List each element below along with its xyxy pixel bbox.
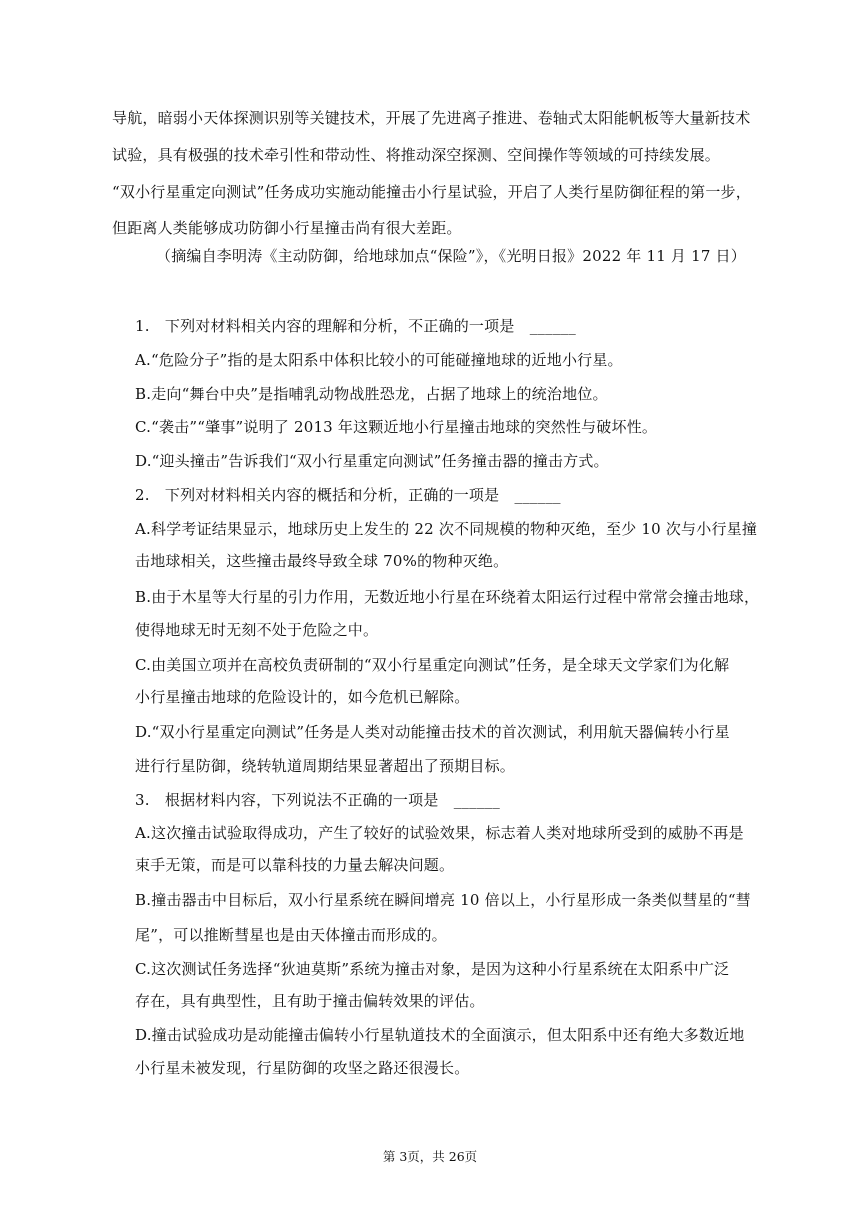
passage-source: （摘编自李明涛《主动防御，给地球加点“保险”》，《光明日报》2022 年 11 月 17 日） [156, 247, 746, 265]
passage-line: “双小行星重定向测试”任务成功实施动能撞击小行星试验，开启了人类行星防御征程的第一步， [112, 183, 751, 201]
option-text: B.由于木星等大行星的引力作用，无数近地小行星在环绕着太阳运行过程中常常会撞击地球， [135, 588, 760, 606]
passage-line: 但距离人类能够成功防御小行星撞击尚有很大差距。 [112, 219, 462, 237]
option-text: D.“迎头撞击”告诉我们“双小行星重定向测试”任务撞击器的撞击方式。 [135, 452, 609, 470]
question-stem: 1. 下列对材料相关内容的理解和分析，不正确的一项是 ______ [135, 317, 576, 335]
option-text: 尾”，可以推断彗星也是由天体撞击而形成的。 [135, 926, 447, 944]
option-text: 使得地球无时无刻不处于危险之中。 [135, 621, 379, 639]
option-text: A.“危险分子”指的是太阳系中体积比较小的可能碰撞地球的近地小行星。 [135, 351, 623, 369]
question-stem: 2. 下列对材料相关内容的概括和分析，正确的一项是 ______ [135, 486, 561, 504]
option-text: D.“双小行星重定向测试”任务是人类对动能撞击技术的首次测试，利用航天器偏转小行星 [135, 723, 730, 741]
option-text: C.由美国立项并在高校负责研制的“双小行星重定向测试”任务，是全球天文学家们为化解 [135, 656, 730, 674]
option-text: 击地球相关，这些撞击最终导致全球 70%的物种灭绝。 [135, 552, 509, 570]
option-text: B.撞击器击中目标后，双小行星系统在瞬间增亮 10 倍以上，小行星形成一条类似彗星的“彗 [135, 891, 751, 909]
option-text: A.科学考证结果显示，地球历史上发生的 22 次不同规模的物种灭绝，至少 10 次与小行星撞 [135, 520, 758, 538]
option-text: 小行星撞击地球的危险设计的，如今危机已解除。 [135, 688, 470, 706]
option-text: 存在，具有典型性，且有助于撞击偏转效果的评估。 [135, 992, 485, 1010]
option-text: 束手无策，而是可以靠科技的力量去解决问题。 [135, 856, 455, 874]
option-text: 进行行星防御，绕转轨道周期结果显著超出了预期目标。 [135, 757, 516, 775]
option-text: 小行星未被发现，行星防御的攻坚之路还很漫长。 [135, 1059, 470, 1077]
option-text: C.这次测试任务选择“狄迪莫斯”系统为撞击对象，是因为这种小行星系统在太阳系中广泛 [135, 960, 730, 978]
option-text: C.“袭击”“肇事”说明了 2013 年这颗近地小行星撞击地球的突然性与破坏性。 [135, 418, 658, 436]
question-stem: 3. 根据材料内容，下列说法不正确的一项是 ______ [135, 791, 500, 809]
option-text: A.这次撞击试验取得成功，产生了较好的试验效果，标志着人类对地球所受到的威胁不再是 [135, 824, 744, 842]
passage-line: 导航，暗弱小天体探测识别等关键技术，开展了先进离子推进、卷轴式太阳能帆板等大量新技术 [112, 109, 751, 127]
option-text: D.撞击试验成功是动能撞击偏转小行星轨道技术的全面演示，但太阳系中还有绝大多数近地 [135, 1026, 745, 1044]
passage-line: 试验，具有极强的技术牵引性和带动性、将推动深空探测、空间操作等领域的可持续发展。 [112, 146, 721, 164]
option-text: B.走向“舞台中央”是指哺乳动物战胜恐龙，占据了地球上的统治地位。 [135, 385, 608, 403]
page-number-footer: 第 3页，共 26页 [382, 1149, 478, 1164]
